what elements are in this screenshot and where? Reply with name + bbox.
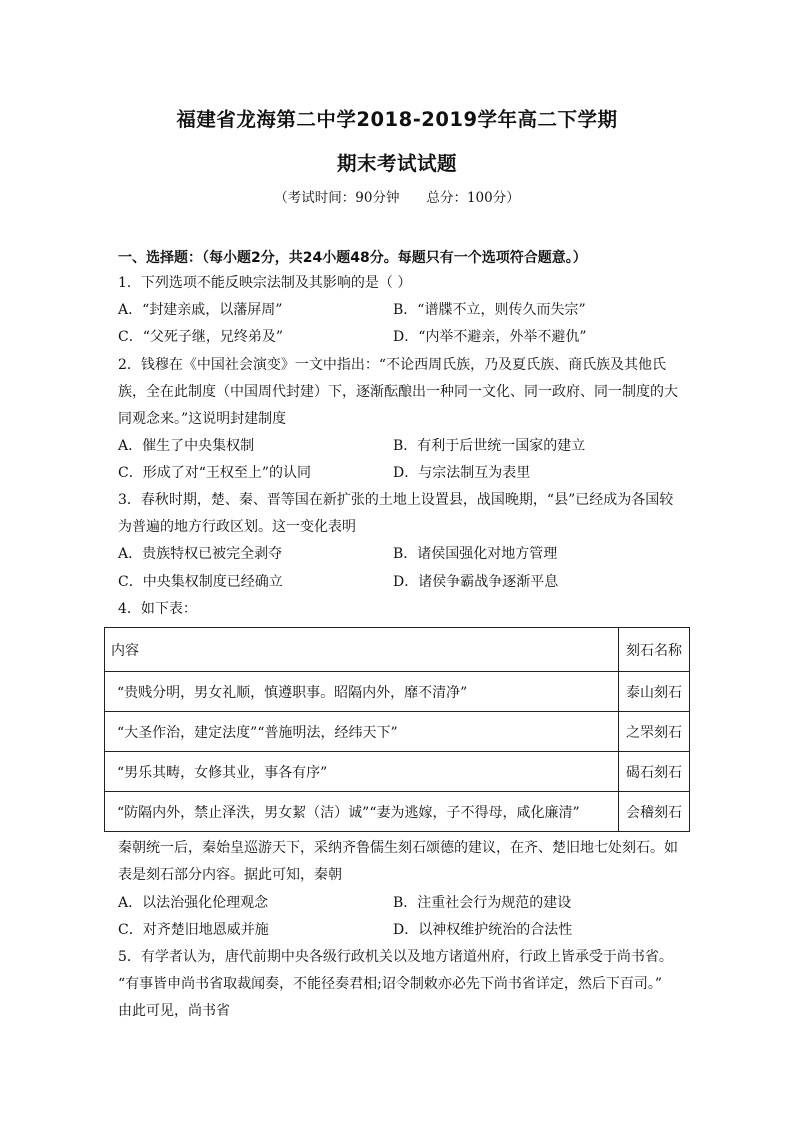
- stele-table: [104, 627, 690, 832]
- section-heading: 一、选择题：（每小题2分，共24小题48分。每题只有一个选项符合题意。）: [118, 250, 587, 266]
- table-header-row: [105, 628, 690, 672]
- q2-stem-line2: 族，全在此制度（中国周代封建）下，逐渐酝酿出一种同一文化、同一政府、同一制度的大: [118, 384, 678, 400]
- table-cell-content: “贵贱分明，男女礼顺，慎遵职事。昭隔内外，靡不清净”: [105, 672, 619, 712]
- q4-option-d: D．以神权维护统治的合法性: [393, 922, 573, 938]
- q2-option-b: B．有利于后世统一国家的建立: [393, 438, 586, 454]
- table-cell-content: “大圣作治，建定法度”“普施明法，经纬天下”: [105, 712, 619, 752]
- q2-option-d: D．与宗法制互为表里: [393, 465, 531, 481]
- table-cell-content: “男乐其畴，女修其业，事各有序”: [105, 752, 619, 792]
- table-row: [105, 792, 690, 832]
- exam-title: 福建省龙海第二中学2018-2019学年高二下学期: [176, 108, 618, 131]
- q3-stem-line1: 3．春秋时期，楚、秦、晋等国在新扩张的土地上设置县，战国晚期，“县”已经成为各国较: [118, 492, 674, 508]
- q1-option-d: D．“内举不避亲，外举不避仇”: [393, 329, 587, 345]
- q4-option-a: A．以法治强化伦理观念: [118, 895, 269, 911]
- table-row: [105, 712, 690, 752]
- table-cell-stele-name: 碣石刻石: [619, 752, 690, 792]
- q3-option-c: C．中央集权制度已经确立: [118, 574, 283, 590]
- q5-stem-line2: “有事皆申尚书省取裁闻奏，不能径奏君相;诏令制敕亦必先下尚书省详定，然后下百司。”: [118, 976, 663, 992]
- q4-stem-line2: 表是刻石部分内容。据此可知，秦朝: [118, 867, 342, 883]
- table-row: [105, 752, 690, 792]
- q5-stem-line3: 由此可见，尚书省: [118, 1003, 230, 1019]
- q4-option-c: C．对齐楚旧地恩威并施: [118, 922, 269, 938]
- table-cell-stele-name: 泰山刻石: [619, 672, 690, 712]
- table-cell-content: “防隔内外，禁止泽泆，男女絜（洁）诚”“妻为逃嫁，子不得母，咸化廉清”: [105, 792, 619, 832]
- table-header-content: 内容: [105, 628, 619, 672]
- q4-option-b: B．注重社会行为规范的建设: [393, 895, 572, 911]
- q1-option-a: A．“封建亲戚，以藩屏周”: [118, 302, 283, 318]
- q2-option-a: A．催生了中央集权制: [118, 438, 255, 454]
- table-row: [105, 672, 690, 712]
- q2-option-c: C．形成了对“王权至上”的认同: [118, 465, 312, 481]
- table-cell-stele-name: 之罘刻石: [619, 712, 690, 752]
- table-header-stele-name: 刻石名称: [619, 628, 690, 672]
- exam-meta: （考试时间：90分钟 总分：100分）: [274, 190, 520, 206]
- q1-option-b: B．“谱牒不立，则传久而失宗”: [393, 302, 586, 318]
- q1-option-c: C．“父死子继，兄终弟及”: [118, 329, 284, 345]
- q3-stem-line2: 为普遍的地方行政区划。这一变化表明: [118, 519, 356, 535]
- q2-stem-line3: 同观念来。”这说明封建制度: [118, 411, 287, 427]
- q2-stem-line1: 2．钱穆在《中国社会演变》一文中指出：“不论西周氏族，乃及夏氏族、商氏族及其他氏: [118, 357, 667, 373]
- q3-option-b: B．诸侯国强化对地方管理: [393, 546, 558, 562]
- q4-stem: 4．如下表：: [118, 601, 197, 617]
- table-cell-stele-name: 会稽刻石: [619, 792, 690, 832]
- exam-subtitle: 期末考试试题: [336, 152, 457, 175]
- q5-stem-line1: 5．有学者认为，唐代前期中央各级行政机关以及地方诸道州府，行政上皆承受于尚书省。: [118, 949, 673, 965]
- q4-stem-line1: 秦朝统一后，秦始皇巡游天下，采纳齐鲁儒生刻石颂德的建议，在齐、楚旧地七处刻石。如: [118, 840, 678, 856]
- q3-option-d: D．诸侯争霸战争逐渐平息: [393, 574, 559, 590]
- q1-stem: 1．下列选项不能反映宗法制及其影响的是（ ）: [118, 275, 412, 291]
- q3-option-a: A．贵族特权已被完全剥夺: [118, 546, 283, 562]
